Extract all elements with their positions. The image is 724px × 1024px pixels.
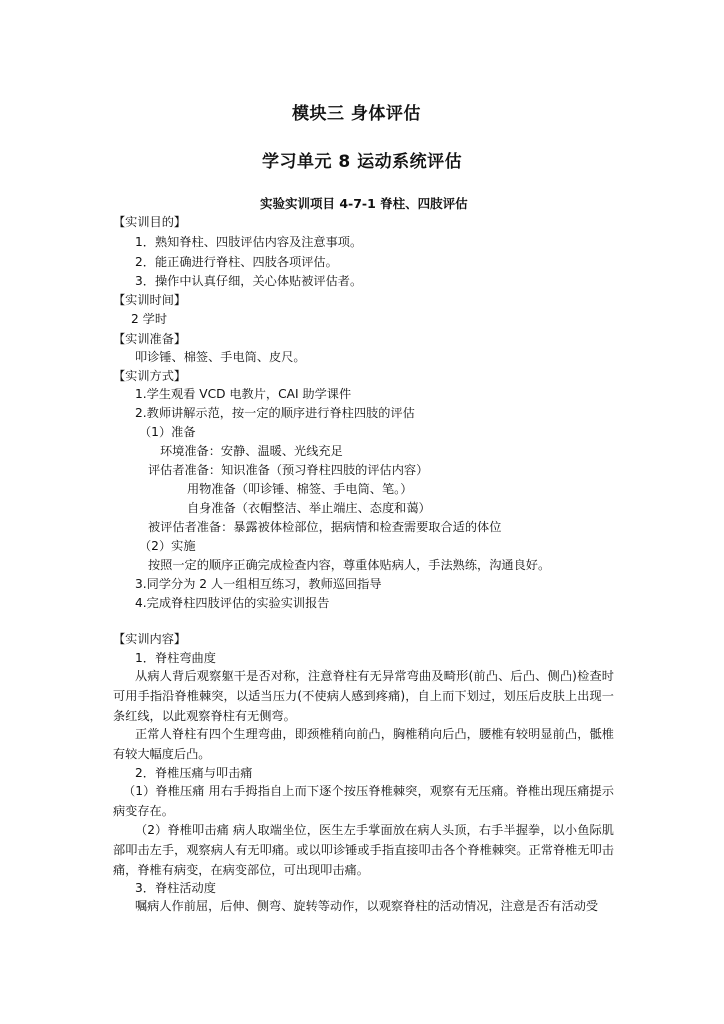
- method-item: 用物准备（叩诊锤、棉签、手电筒、笔。）: [187, 482, 413, 496]
- unit-title: 学习单元 8 运动系统评估: [262, 152, 463, 172]
- purpose-item: 2．能正确进行脊柱、四肢各项评估。: [135, 255, 338, 269]
- preparation-value: 叩诊锤、棉签、手电筒、皮尺。: [135, 350, 306, 364]
- method-item: 环境准备：安静、温暖、光线充足: [160, 444, 343, 458]
- content-paragraph: （1）脊椎压痛 用右手拇指自上而下逐个按压脊椎棘突，观察有无压痛。脊椎出现压痛提示病变存在。: [113, 784, 614, 818]
- method-item: 自身准备（衣帽整洁、举止端庄、态度和蔼）: [187, 501, 431, 515]
- section-heading-content: 【实训内容】: [113, 632, 187, 646]
- content-item-heading: 3．脊柱活动度: [135, 881, 216, 895]
- purpose-item: 3．操作中认真仔细，关心体贴被评估者。: [135, 274, 363, 288]
- content-paragraph: （2）脊椎叩击痛 病人取端坐位，医生左手掌面放在病人头顶，右手半握拳，以小鱼际肌部叩击左手，观察病人有无叩痛。或以叩诊锤或手指直接叩击各个脊椎棘突。正常脊椎无叩击痛，脊椎有病变，在病变部位，可出现叩击痛。: [113, 823, 614, 877]
- section-heading-method: 【实训方式】: [113, 369, 187, 383]
- method-item: 2.教师讲解示范，按一定的顺序进行脊柱四肢的评估: [135, 406, 415, 420]
- method-item: 评估者准备：知识准备（预习脊柱四肢的评估内容）: [148, 463, 429, 477]
- method-item: 3.同学分为 2 人一组相互练习，教师巡回指导: [135, 577, 382, 591]
- section-heading-purpose: 【实训目的】: [113, 215, 187, 229]
- section-heading-time: 【实训时间】: [113, 293, 187, 307]
- content-paragraph: 从病人背后观察躯干是否对称，注意脊柱有无异常弯曲及畸形(前凸、后凸、侧凸)检查时可用手指沿脊椎棘突，以适当压力(不使病人感到疼痛)，自上而下划过，划压后皮肤上出现一条红线，以此观察脊柱有无侧弯。: [113, 669, 614, 723]
- purpose-item: 1．熟知脊柱、四肢评估内容及注意事项。: [135, 235, 363, 249]
- method-item: 被评估者准备：暴露被体检部位，据病情和检查需要取合适的体位: [148, 520, 502, 534]
- content-item-heading: 1．脊柱弯曲度: [135, 651, 216, 665]
- method-item: 1.学生观看 VCD 电教片，CAI 助学课件: [135, 387, 352, 401]
- page-title: 模块三 身体评估: [292, 104, 421, 124]
- method-item: 4.完成脊柱四肢评估的实验实训报告: [135, 596, 330, 610]
- time-value: 2 学时: [131, 312, 168, 326]
- section-heading-preparation: 【实训准备】: [113, 332, 187, 346]
- method-item: （1）准备: [139, 425, 196, 439]
- method-item: 按照一定的顺序正确完成检查内容，尊重体贴病人，手法熟练，沟通良好。: [148, 558, 551, 572]
- content-paragraph: 正常人脊柱有四个生理弯曲，即颈椎稍向前凸，胸椎稍向后凸，腰椎有较明显前凸，骶椎有较大幅度后凸。: [113, 727, 614, 761]
- content-paragraph: 嘱病人作前屈，后伸、侧弯、旋转等动作，以观察脊柱的活动情况，注意是否有活动受: [135, 899, 599, 913]
- content-item-heading: 2．脊椎压痛与叩击痛: [135, 766, 253, 780]
- method-item: （2）实施: [139, 539, 196, 553]
- project-title: 实验实训项目 4-7-1 脊柱、四肢评估: [260, 196, 468, 211]
